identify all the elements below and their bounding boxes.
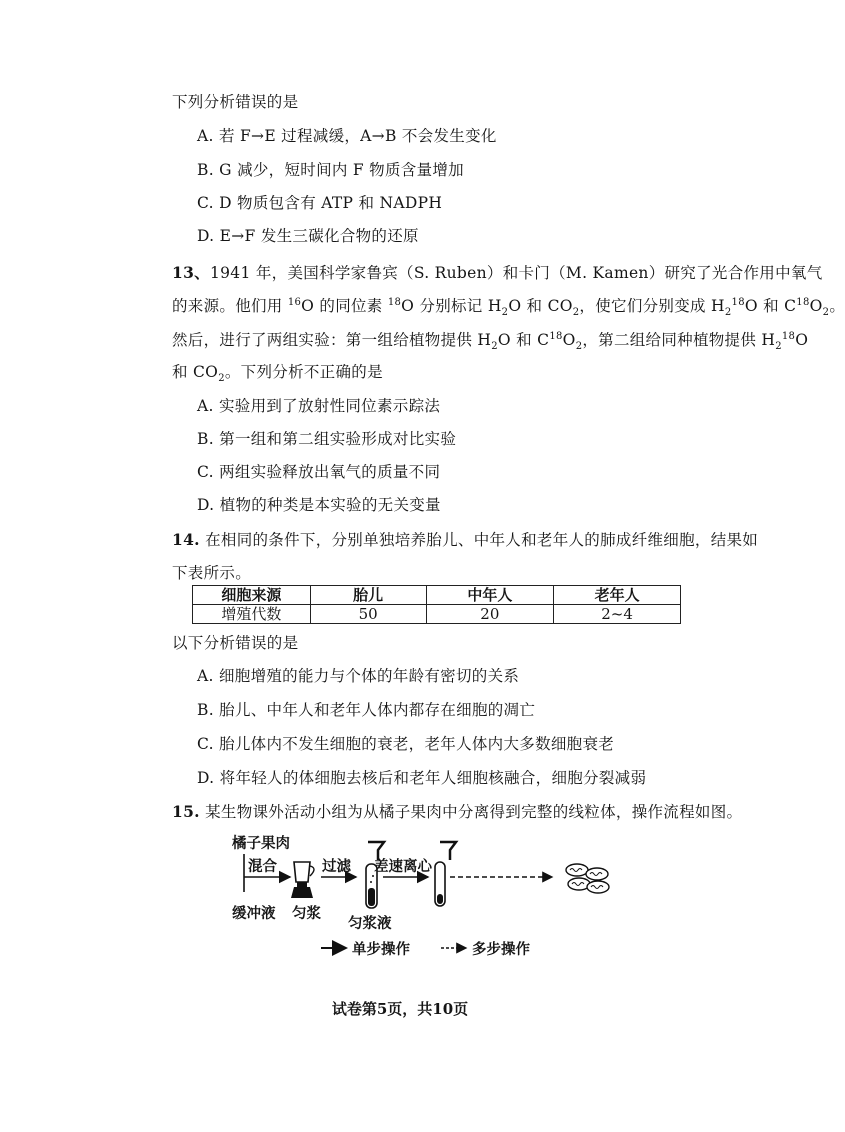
label-orange-flesh: 橘子果肉 [232,836,290,852]
q12-option-b: B. G 减少，短时间内 F 物质含量增加 [197,161,464,179]
legend-multi-step: 多步操作 [472,942,530,958]
label-centrifuge: 差速离心 [374,859,432,875]
label-mix: 混合 [248,859,277,875]
test-tube-icon [435,862,445,906]
q15-line-1: 15. 某生物课外活动小组为从橘子果肉中分离得到完整的线粒体，操作流程如图。 [172,802,743,821]
label-buffer: 缓冲液 [232,906,276,922]
q14-option-d: D. 将年轻人的体细胞去核后和老年人细胞核融合，细胞分裂减弱 [197,769,647,787]
q13-option-a: A. 实验用到了放射性同位素示踪法 [197,397,441,415]
table-header-cell: 胎儿 [310,586,426,605]
legend-single-step: 单步操作 [352,942,410,958]
table-header-cell: 中年人 [426,586,554,605]
mitochondria-isolation-diagram [228,832,628,967]
table-header-cell: 细胞来源 [193,586,311,605]
q13-line-4: 和 $CO_2$。下列分析不正确的是 [172,363,383,385]
page-footer: 试卷第5页，共10页 [331,1000,469,1018]
q13-option-b: B. 第一组和第二组实验形成对比实验 [197,430,457,448]
q12-option-a: A. 若 F→E 过程减缓，A→B 不会发生变化 [197,127,497,145]
mitochondria-icon [566,864,609,893]
q14-option-b: B. 胎儿、中年人和老年人体内都存在细胞的凋亡 [197,701,536,719]
q13-option-d: D. 植物的种类是本实验的无关变量 [197,496,441,514]
table-cell: 50 [310,605,426,624]
table-row [193,605,681,624]
q12-prompt: 下列分析错误的是 [172,93,299,111]
q12-option-c: C. D 物质包含有 ATP 和 NADPH [197,194,443,212]
table-header-cell: 老年人 [554,586,681,605]
table-header-row [193,586,681,605]
cell-proliferation-table [192,585,681,624]
blender-icon [291,862,314,898]
q13-option-c: C. 两组实验释放出氧气的质量不同 [197,463,441,481]
q14-option-c: C. 胎儿体内不发生细胞的衰老，老年人体内大多数细胞衰老 [197,735,615,753]
table-cell: 20 [426,605,554,624]
q14-option-a: A. 细胞增殖的能力与个体的年龄有密切的关系 [197,667,520,685]
q14-line-2: 下表所示。 [172,564,252,582]
q14-line-1: 14. 在相同的条件下，分别单独培养胎儿、中年人和老年人的肺成纤维细胞，结果如 [172,530,759,549]
q13-line-3: 然后，进行了两组实验：第一组给植物提供 $H_2O$ 和 $C^{18}O_2$，第二组给同种植物提供 $H_2^{18}O$ [172,330,809,353]
table-cell: 增殖代数 [193,605,311,624]
q12-option-d: D. E→F 发生三碳化合物的还原 [197,227,419,245]
label-homogenate: 匀浆液 [348,916,392,932]
table-cell: 2~4 [554,605,681,624]
q13-line-1: 13、1941 年，美国科学家鲁宾（S. Ruben）和卡门（M. Kamen）研究了光合作用中氧气 [172,263,823,282]
q13-line-2: 的来源。他们用 $^{16}$O 的同位素 $^{18}$O 分别标记 $H_2O$ 和 $CO_2$，使它们分别变成 $H_2^{18}O$ 和 $C^{18}O_2$。 [172,296,845,319]
q14-prompt: 以下分析错误的是 [172,634,299,652]
label-homogenize: 匀浆 [292,906,321,922]
label-filter: 过滤 [322,859,351,875]
